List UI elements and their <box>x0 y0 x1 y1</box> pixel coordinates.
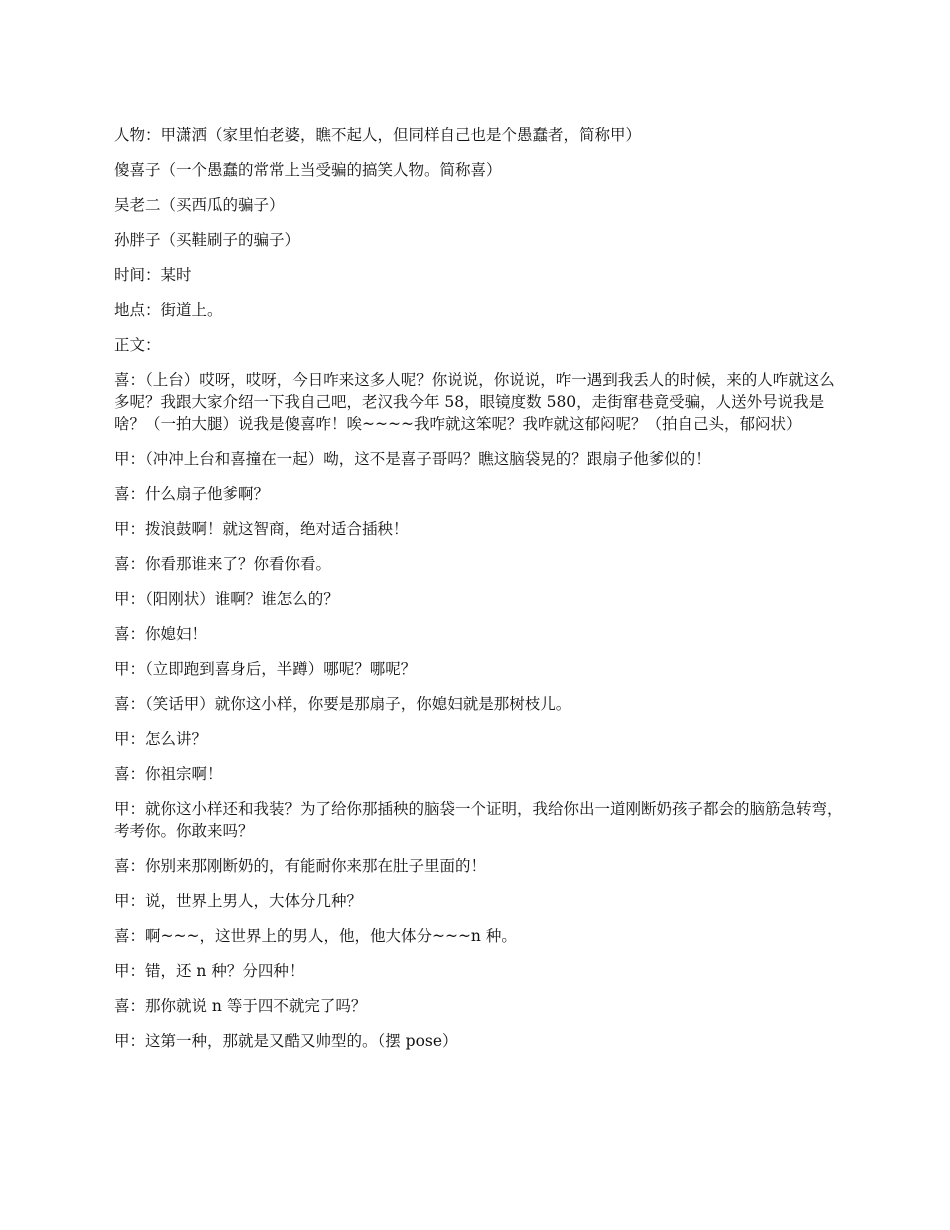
dialogue-line: 甲：说，世界上男人，大体分几种？ <box>114 892 363 910</box>
dialogue-line: 甲：怎么讲？ <box>114 730 208 748</box>
dialogue-line: 喜：你别来那刚断奶的，有能耐你来那在肚子里面的！ <box>114 857 487 875</box>
dialogue-line: 喜：那你就说 n 等于四不就完了吗？ <box>114 997 367 1015</box>
dialogue-line: 甲：这第一种，那就是又酷又帅型的。（摆 pose） <box>114 1032 458 1050</box>
place-line: 地点：街道上。 <box>114 301 223 319</box>
document-body <box>114 124 844 1065</box>
dialogue-line: 喜：啊~~~，这世界上的男人，他，他大体分~~~n 种。 <box>114 927 517 945</box>
cast-line-xi: 傻喜子（一个愚蠢的常常上当受骗的搞笑人物。简称喜） <box>114 161 502 179</box>
dialogue-line: 甲：拨浪鼓啊！就这智商，绝对适合插秧！ <box>114 520 409 538</box>
body-heading: 正文： <box>114 336 161 354</box>
dialogue-line: 喜：你媳妇！ <box>114 625 208 643</box>
dialogue-line: 甲：（阳刚状）谁啊？谁怎么的？ <box>114 590 339 608</box>
dialogue-line: 喜：（上台）哎呀，哎呀，今日咋来这多人呢？你说说，你说说，咋一遇到我丢人的时候，来的人咋就这么多呢？我跟大家介绍一下我自己吧，老汉我今年 58，眼镜度数 580，走街窜巷竟受骗，人送外号说我是啥？（一拍大腿）说我是傻喜咋！唉~~~~我咋就这笨呢？我咋就这郁闷呢？（拍自己头，郁闷状） <box>114 371 835 433</box>
dialogue-line: 喜：你祖宗啊！ <box>114 765 223 783</box>
dialogue-line: 喜：（笑话甲）就你这小样，你要是那扇子，你媳妇就是那树枝儿。 <box>114 695 572 713</box>
dialogue-line: 喜：什么扇子他爹啊？ <box>114 485 270 503</box>
cast-line-wu: 吴老二（买西瓜的骗子） <box>114 196 285 214</box>
cast-line-jia: 人物：甲潇洒（家里怕老婆，瞧不起人，但同样自己也是个愚蠢者，简称甲） <box>114 126 642 144</box>
dialogue-line: 甲：就你这小样还和我装？为了给你那插秧的脑袋一个证明，我给你出一道刚断奶孩子都会的脑筋急转弯，考考你。你敢来吗？ <box>114 800 843 840</box>
dialogue-line: 甲：（冲冲上台和喜撞在一起）呦，这不是喜子哥吗？瞧这脑袋晃的？跟扇子他爹似的！ <box>114 450 711 468</box>
dialogue-line: 喜：你看那谁来了？你看你看。 <box>114 555 332 573</box>
dialogue-line: 甲：（立即跑到喜身后，半蹲）哪呢？哪呢？ <box>114 660 417 678</box>
dialogue-line: 甲：错，还 n 种？分四种！ <box>114 962 305 980</box>
time-line: 时间：某时 <box>114 266 192 284</box>
cast-line-sun: 孙胖子（买鞋刷子的骗子） <box>114 231 301 249</box>
